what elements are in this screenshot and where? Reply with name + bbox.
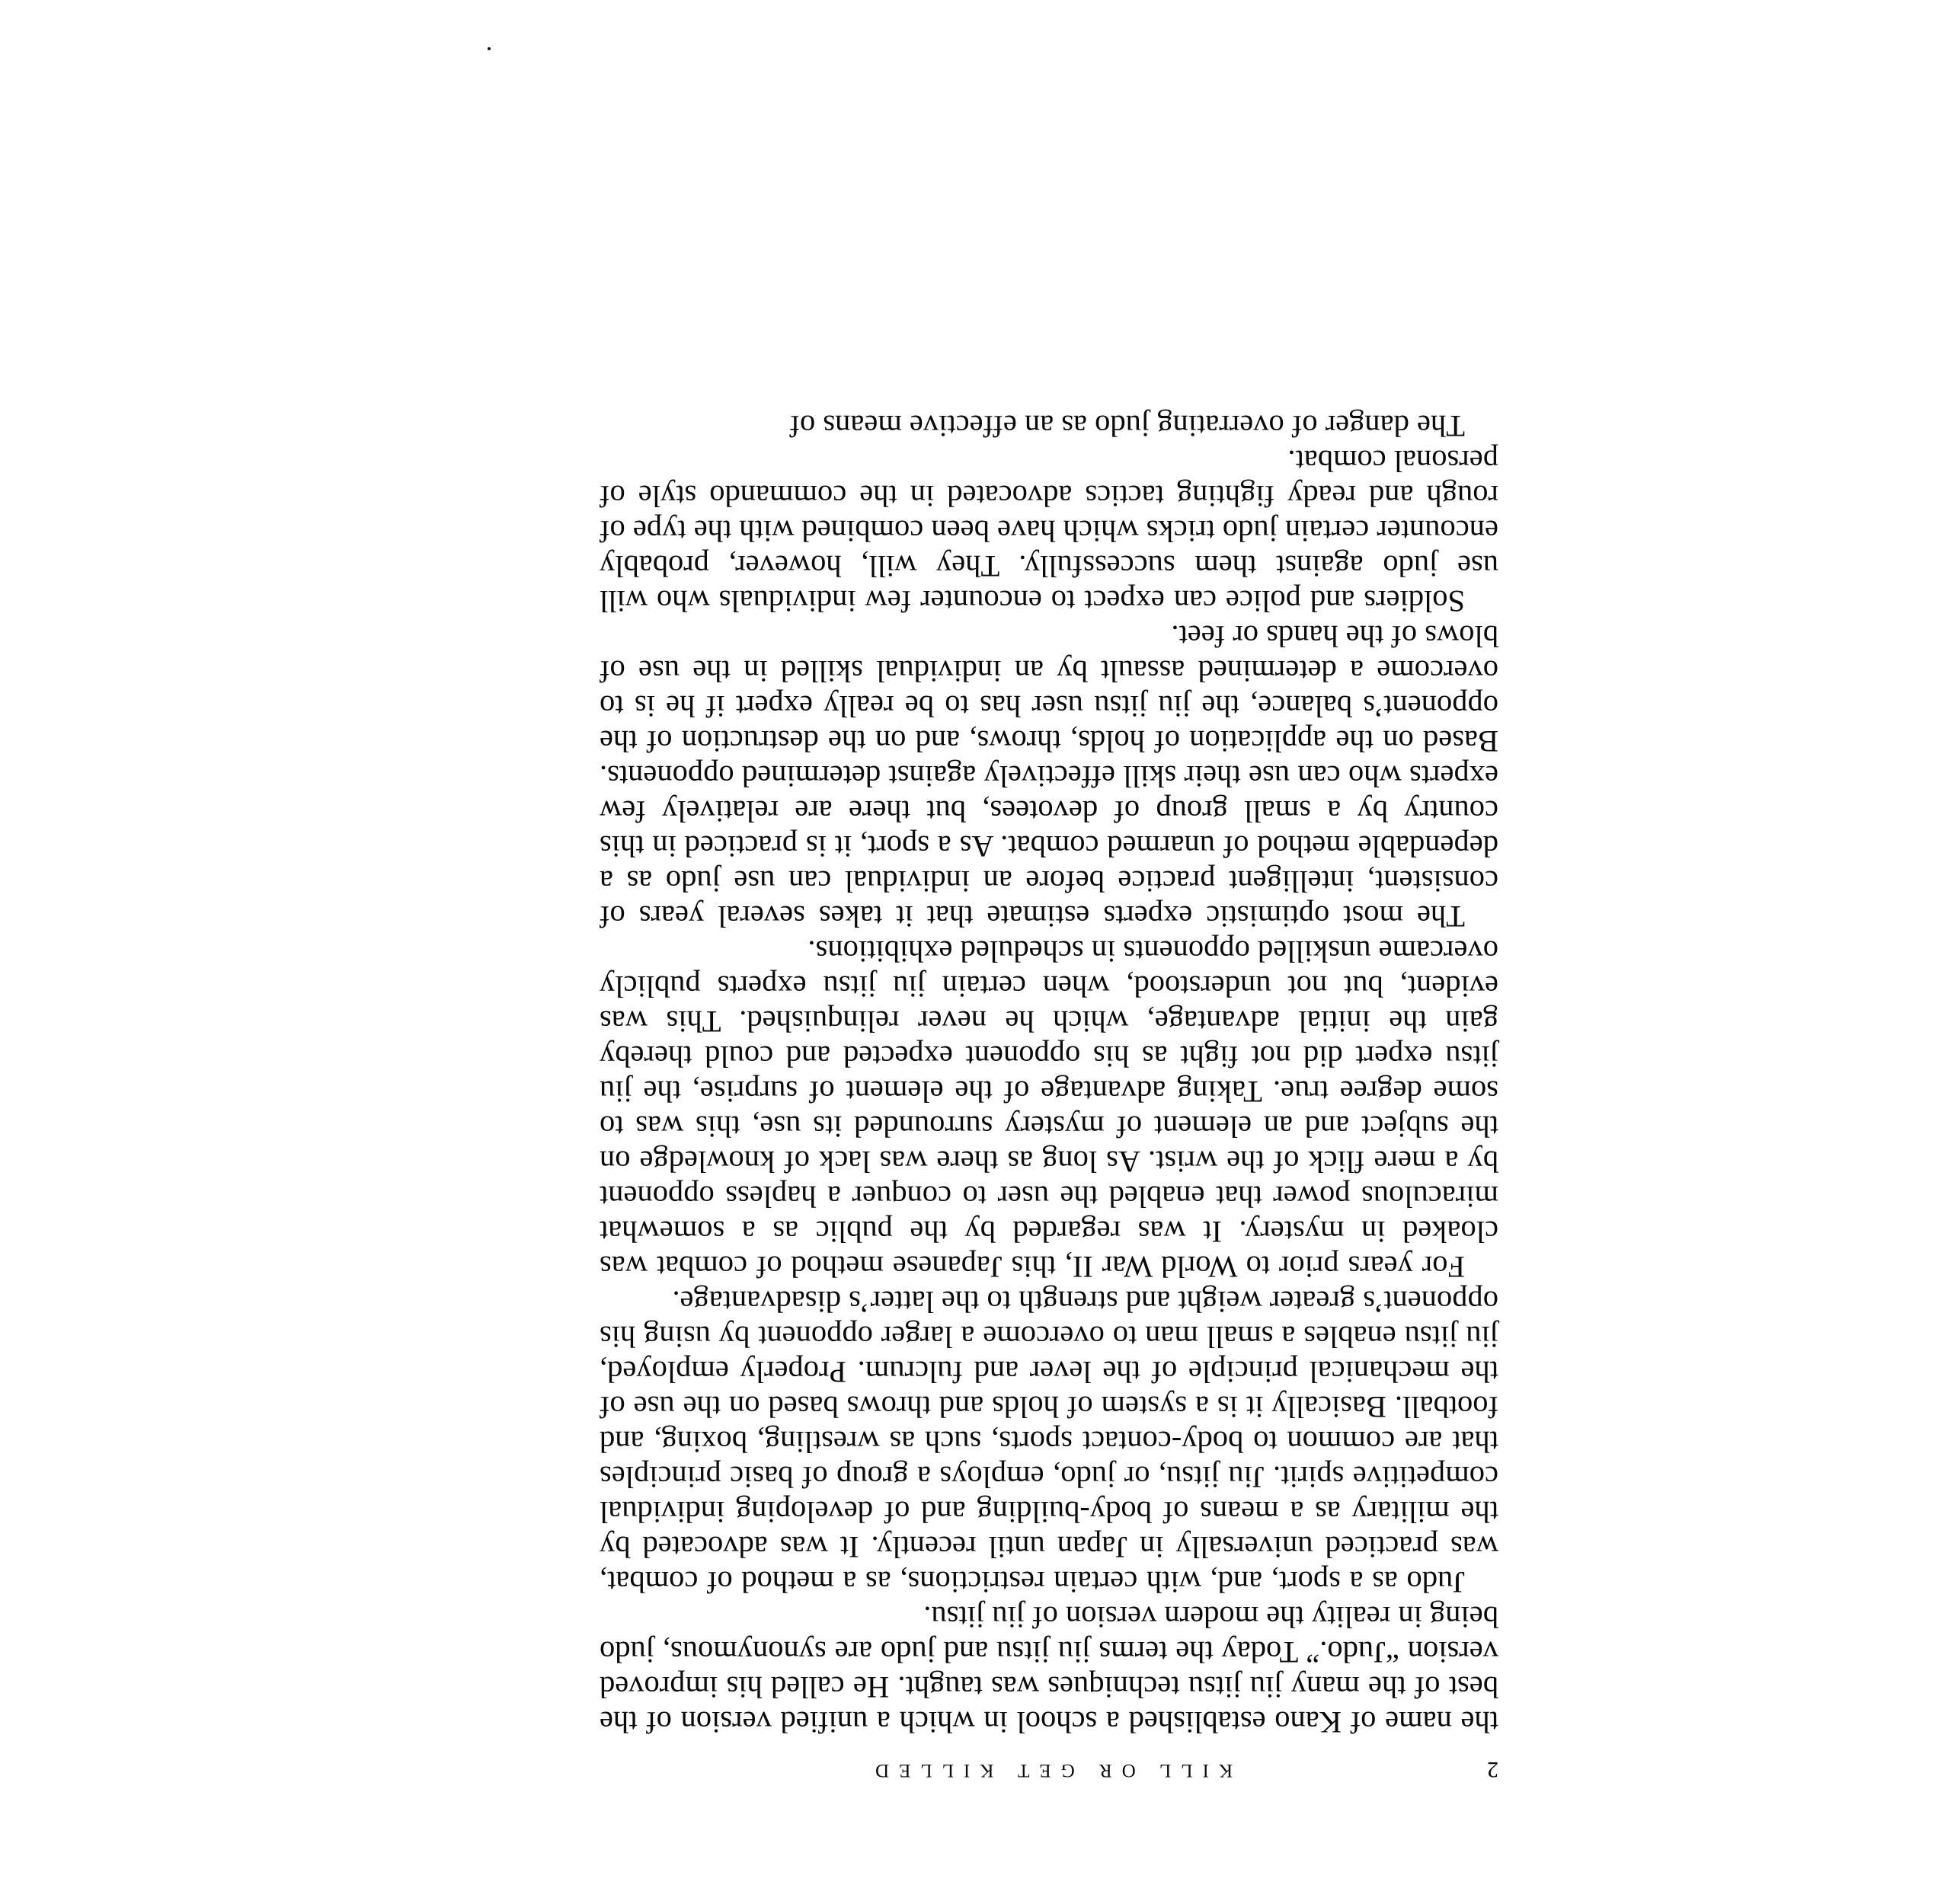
scan-speck: [488, 47, 491, 50]
page-number: 2: [1487, 1757, 1498, 1782]
paragraph-experts-estimate: The most optimistic experts estimate that it takes several years of consistent, intelligent practice before an individual can use judo as a dependable method of unarmed combat. As a sport, it is practiced in this country by a small group of devotees, but there are relatively few experts who can use their skill effectively against determined opponents. Based on the application of holds, throws, and on the destruction of the opponent’s balance, the jiu jitsu user has to be really expert if he is to overcome a determined assault by an individual skilled in the use of blows of the hands or feet.: [600, 619, 1498, 934]
paragraph-soldiers-police: Soldiers and police can expect to encounter few individuals who will use judo against them successfully. They will, however, probably encounter certain judo tricks which have been combined with the type of rough and ready fighting tactics advocated in the commando style of personal combat.: [600, 444, 1498, 618]
book-page: [600, 168, 1498, 1782]
paragraph-prior-war: For years prior to World War II, this Japanese method of combat was cloaked in mystery. It was regarded by the public as a somewhat miraculous power that enabled the user to conquer a hapless opponent by a mere flick of the wrist. As long as there was lack of knowledge on the subject and an element of mystery surrounded its use, this was to some degree true. Taking advantage of the element of surprise, the jiu jitsu expert did not fight as his opponent expected and could thereby gain the initial advantage, which he never relinquished. This was evident, but not understood, when certain jiu jitsu experts publicly overcame unskilled opponents in scheduled exhibitions.: [600, 934, 1498, 1284]
running-head-title: KILL OR GET KILLED: [865, 1760, 1233, 1781]
paragraph-danger-overrating: The danger of overrating judo as an effective means of: [789, 409, 1465, 443]
running-head: [600, 1750, 1498, 1782]
paragraph-continuation: the name of Kano established a school in which a unified version of the best of the many jiu jitsu techniques was taught. He called his improved version “Judo.” Today the terms jiu jitsu and judo are synonymous, judo being in reality the modern version of jiu jitsu.: [600, 1600, 1498, 1739]
body-text: [600, 408, 1498, 1739]
paragraph-judo-sport: Judo as a sport, and, with certain restrictions, as a method of combat, was practiced universally in Japan until recently. It was advocated by the military as a means of body-building and of developing individual competitive spirit. Jiu jitsu, or judo, employs a group of basic principles that are common to body-contact sports, such as wrestling, boxing, and football. Basically it is a system of holds and throws based on the use of the mechanical principle of the lever and fulcrum. Properly employed, jiu jitsu enables a small man to overcome a larger opponent by using his opponent’s greater weight and strength to the latter’s disadvantage.: [600, 1285, 1498, 1599]
